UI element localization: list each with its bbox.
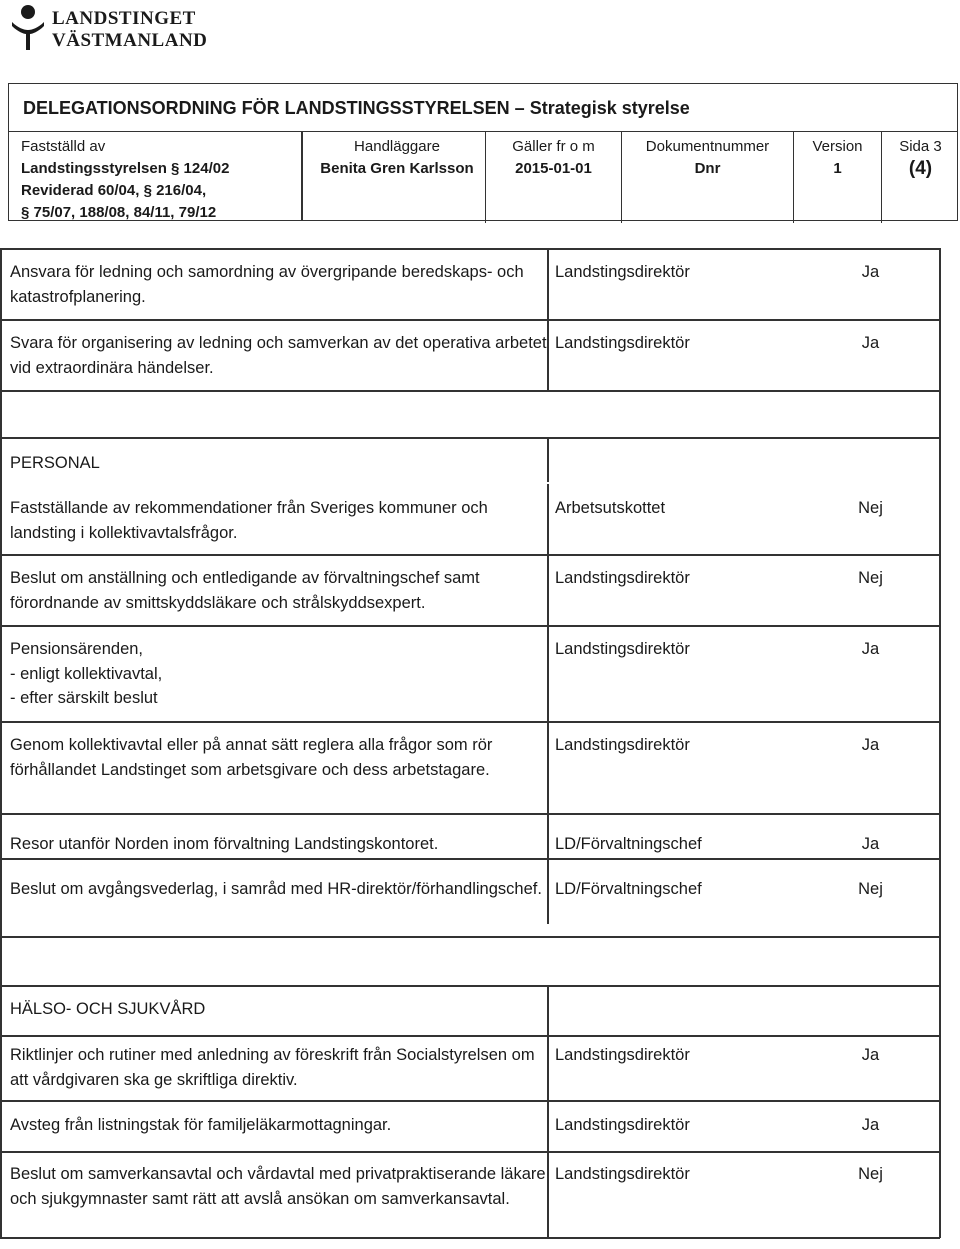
logo-emblem-icon bbox=[8, 4, 48, 52]
handler-value: Benita Gren Karlsson bbox=[320, 160, 474, 177]
delegate-role: Landstingsdirektör bbox=[555, 569, 690, 587]
delegate-role: Landstingsdirektör bbox=[555, 1165, 690, 1183]
delegate-role: Landstingsdirektör bbox=[555, 1116, 690, 1134]
document-title: DELEGATIONSORDNING FÖR LANDSTINGSSTYRELSEN – Strategisk styrelse bbox=[23, 98, 690, 118]
report-flag: Nej bbox=[858, 1165, 883, 1183]
report-flag: Ja bbox=[861, 835, 880, 853]
delegate-role: Landstingsdirektör bbox=[555, 640, 690, 658]
delegate-role: Landstingsdirektör bbox=[555, 263, 690, 281]
table-row bbox=[0, 248, 940, 319]
report-flag: Ja bbox=[861, 263, 880, 281]
valid-from-cell bbox=[485, 132, 621, 223]
valid-from-label: Gäller fr o m bbox=[512, 138, 595, 155]
version-value: 1 bbox=[833, 160, 842, 177]
task-text: Resor utanför Norden inom förvaltning Landstingskontoret. bbox=[10, 835, 439, 853]
document-number-cell bbox=[621, 132, 793, 223]
organization-logo bbox=[8, 4, 208, 52]
task-text: Beslut om samverkansavtal och vårdavtal med privatpraktiserande läkare och sjukgymnaster samt rätt att avslå ansökan om samverkansavtal. bbox=[10, 1165, 546, 1208]
table-row bbox=[0, 1151, 940, 1237]
report-flag: Nej bbox=[858, 499, 883, 517]
task-text: Genom kollektivavtal eller på annat sätt reglera alla frågor som rör förhållandet Landstinget som arbetsgivare och dess arbetstagare. bbox=[10, 736, 493, 779]
table-row bbox=[0, 813, 940, 858]
delegate-role: Landstingsdirektör bbox=[555, 334, 690, 352]
established-line2: Reviderad 60/04, § 216/04, bbox=[21, 182, 207, 199]
delegation-table bbox=[0, 248, 940, 1238]
delegate-role: LD/Förvaltningschef bbox=[555, 835, 702, 853]
delegate-role: Landstingsdirektör bbox=[555, 1046, 690, 1064]
delegate-role: Landstingsdirektör bbox=[555, 736, 690, 754]
version-label: Version bbox=[812, 138, 863, 155]
valid-from-value: 2015-01-01 bbox=[515, 160, 592, 177]
report-flag: Ja bbox=[861, 1116, 880, 1134]
report-flag: Nej bbox=[858, 880, 883, 898]
established-line1: Landstingsstyrelsen § 124/02 bbox=[21, 160, 230, 177]
task-text: Beslut om avgångsvederlag, i samråd med HR-direktör/förhandlingschef. bbox=[10, 880, 542, 898]
established-label: Fastställd av bbox=[21, 138, 106, 155]
task-text-multiline bbox=[0, 625, 547, 721]
report-flag: Nej bbox=[858, 569, 883, 587]
delegate-role: Arbetsutskottet bbox=[555, 499, 666, 517]
task-text: Svara för organisering av ledning och samverkan av det operativa arbetet vid extraordinära händelser. bbox=[10, 334, 547, 377]
report-flag: Ja bbox=[861, 640, 880, 658]
logo-text-line1: LANDSTINGET bbox=[52, 8, 196, 29]
table-row bbox=[0, 721, 940, 813]
task-text: Avsteg från listningstak för familjeläkarmottagningar. bbox=[10, 1116, 392, 1134]
task-line: - efter särskilt beslut bbox=[10, 689, 158, 707]
task-text: Riktlinjer och rutiner med anledning av föreskrift från Socialstyrelsen om att vårdgivaren ska ge skriftliga direktiv. bbox=[10, 1046, 535, 1089]
table-row bbox=[0, 554, 940, 625]
delegate-role: LD/Förvaltningschef bbox=[555, 880, 702, 898]
table-row bbox=[0, 625, 940, 721]
page-label: Sida 3 bbox=[899, 138, 942, 155]
header-divider bbox=[301, 131, 303, 221]
row-line-2 bbox=[0, 390, 940, 392]
report-flag: Ja bbox=[861, 334, 880, 352]
document-number-label: Dokumentnummer bbox=[645, 138, 770, 155]
task-text: Beslut om anställning och entledigande av förvaltningschef samt förordnande av smittskyddsläkare och strålskyddsexpert. bbox=[10, 569, 480, 612]
section-heading-row bbox=[0, 437, 940, 485]
table-row bbox=[0, 319, 940, 390]
header-metadata-row bbox=[9, 131, 957, 223]
table-row bbox=[0, 1100, 940, 1151]
report-flag: Ja bbox=[861, 736, 880, 754]
document-header bbox=[8, 83, 958, 221]
logo-text-line2: VÄSTMANLAND bbox=[52, 30, 208, 51]
section-heading-row bbox=[0, 985, 940, 1035]
row-line-14 bbox=[0, 1237, 940, 1239]
task-line: Pensionsärenden, bbox=[10, 640, 144, 658]
document-number-value: Dnr bbox=[694, 160, 721, 177]
task-text: Fastställande av rekommendationer från Sveriges kommuner och landsting i kollektivavtalsfrågor. bbox=[10, 499, 488, 542]
row-line-9 bbox=[0, 936, 940, 938]
section-heading-personal: PERSONAL bbox=[10, 454, 100, 472]
page-cell bbox=[881, 132, 959, 223]
page-total: (4) bbox=[908, 158, 933, 179]
established-line3: § 75/07, 188/08, 84/11, 79/12 bbox=[21, 204, 217, 221]
handler-cell bbox=[309, 132, 485, 223]
handler-label: Handläggare bbox=[354, 138, 440, 155]
table-row bbox=[0, 858, 940, 936]
table-row bbox=[0, 484, 940, 554]
section-heading-healthcare: HÄLSO- OCH SJUKVÅRD bbox=[10, 1000, 206, 1018]
task-text: Ansvara för ledning och samordning av övergripande beredskaps- och katastrofplanering. bbox=[10, 263, 524, 306]
task-line: - enligt kollektivavtal, bbox=[10, 664, 163, 683]
report-flag: Ja bbox=[861, 1046, 880, 1064]
version-cell bbox=[793, 132, 881, 223]
table-row bbox=[0, 1035, 940, 1100]
